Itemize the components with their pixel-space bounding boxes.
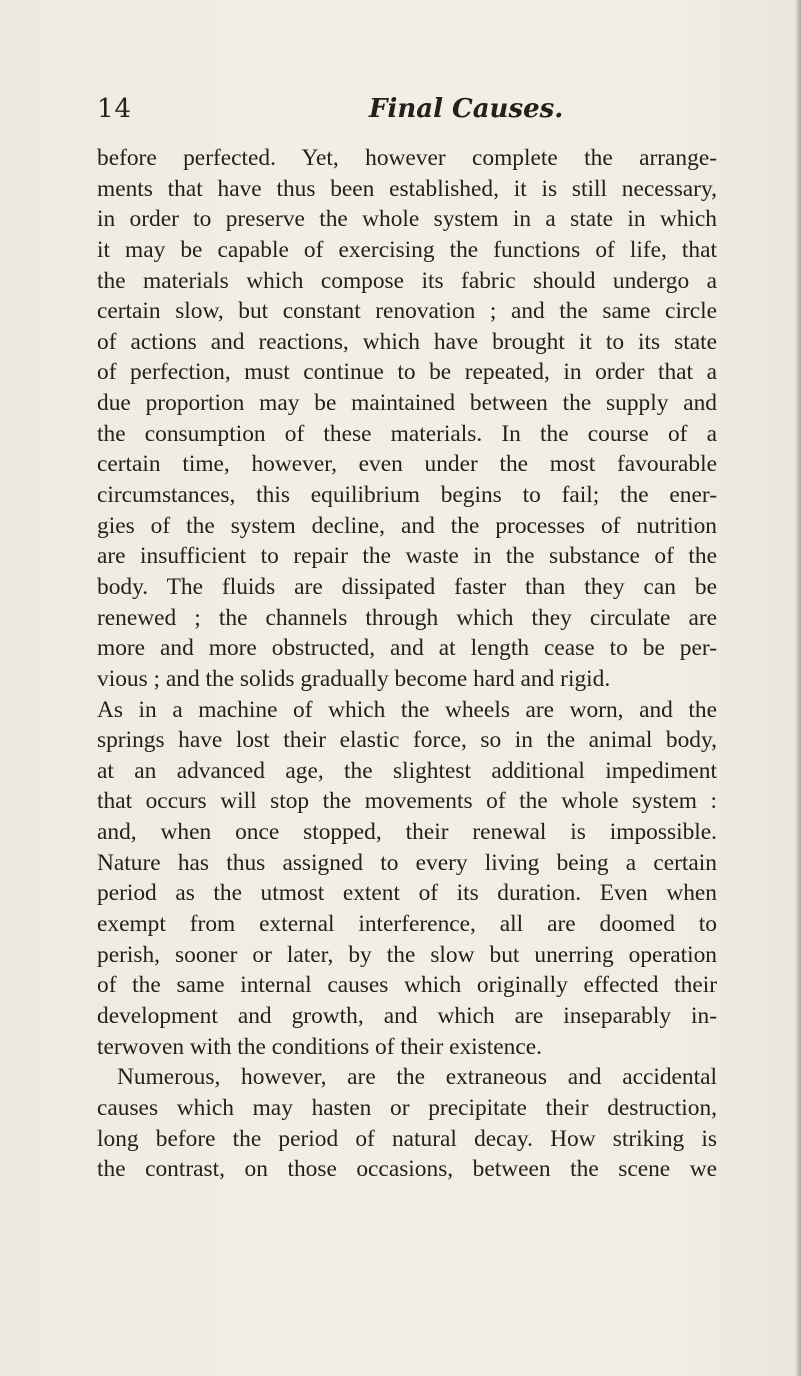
text-line: the consumption of these materials. In the course of a [97,420,717,447]
text-line: perish, sooner or later, by the slow but unerring operation [97,941,717,968]
text-line: vious ; and the solids gradually become hard and rigid. [97,665,611,692]
page-header [97,94,717,134]
text-line: terwoven with the conditions of their existence. [97,1033,542,1060]
text-line: the contrast, on those occasions, between the scene we [97,1156,717,1183]
running-title: Final Causes. [369,94,564,124]
text-line: of the same internal causes which originally effected their [97,972,717,999]
text-line: certain time, however, even under the most favourable [97,451,717,478]
text-line: ments that have thus been established, it is still necessary, [97,175,717,202]
text-line: causes which may hasten or precipitate their destruction, [97,1094,717,1121]
text-line: more and more obstructed, and at length cease to be per- [97,635,717,662]
text-line: circumstances, this equilibrium begins to fail; the ener- [97,482,717,509]
text-line: it may be capable of exercising the functions of life, that [97,236,717,263]
text-line: of actions and reactions, which have brought it to its state [97,328,717,355]
page-number: 14 [97,94,133,124]
text-line: body. The fluids are dissipated faster than they can be [97,573,717,600]
text-line: exempt from external interference, all are doomed to [97,911,717,938]
text-line: are insufficient to repair the waste in the substance of the [97,543,717,570]
text-line: and, when once stopped, their renewal is impossible. [97,819,717,846]
text-line: before perfected. Yet, however complete the arrange- [97,145,717,171]
text-line: gies of the system decline, and the processes of nutrition [97,512,717,539]
text-line: at an advanced age, the slightest additional impediment [97,757,717,784]
text-line: renewed ; the channels through which they circulate are [97,604,717,631]
text-line: that occurs will stop the movements of the whole system : [97,788,717,815]
text-line: due proportion may be maintained between the supply and [97,390,717,417]
text-line: in order to preserve the whole system in a state in which [97,206,717,233]
text-line: Numerous, however, are the extraneous and accidental [117,1064,717,1091]
text-line: period as the utmost extent of its duration. Even when [97,880,717,907]
text-line: of perfection, must continue to be repeated, in order that a [97,359,717,386]
text-line: Nature has thus assigned to every living being a certain [97,849,717,876]
text-line: development and growth, and which are inseparably in- [97,1002,717,1029]
body-text [97,143,717,1185]
text-line: As in a machine of which the wheels are worn, and the [97,696,717,723]
text-line: long before the period of natural decay. How striking is [97,1125,717,1152]
text-line: the materials which compose its fabric should undergo a [97,267,717,294]
page-edge-shadow [795,0,801,1376]
text-line: certain slow, but constant renovation ; and the same circle [97,298,717,325]
text-line: springs have lost their elastic force, so in the animal body, [97,727,717,754]
